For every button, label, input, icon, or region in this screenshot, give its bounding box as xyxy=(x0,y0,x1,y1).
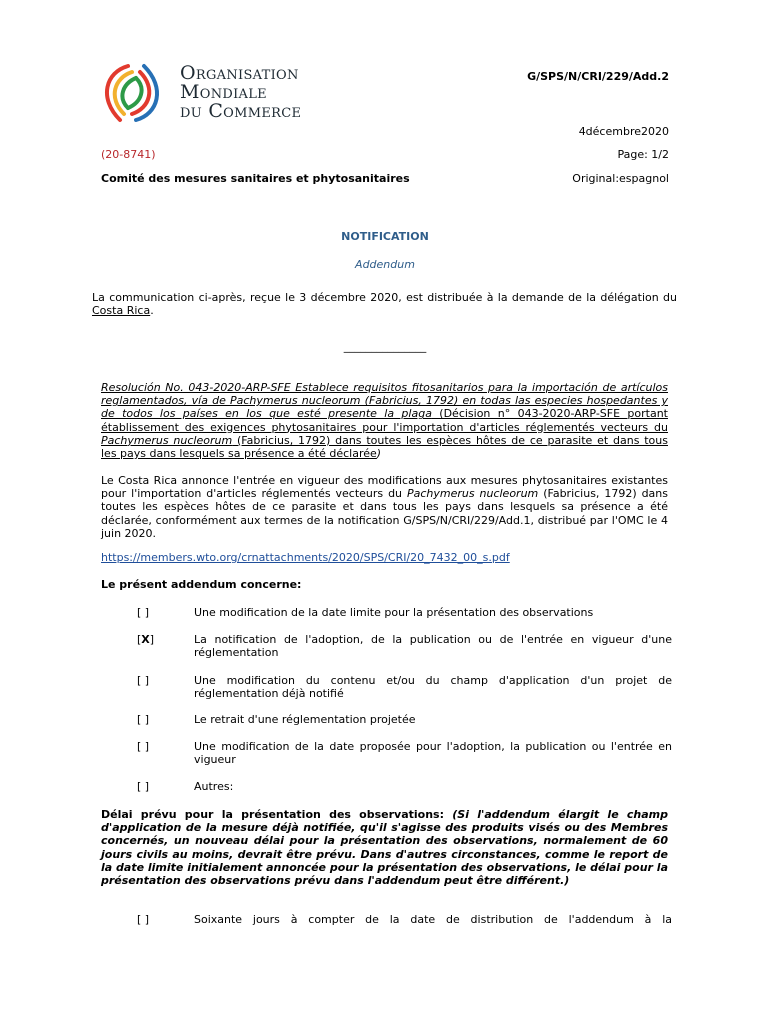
p1-text: Le Costa Rica annonce l'entrée en vigueur des modifications aux mesures phytosanitaires existantes pour l'importation d'articles réglementés vecteurs du xyxy=(101,474,668,501)
concerns-heading: Le présent addendum concerne: xyxy=(101,578,302,591)
option-row xyxy=(137,713,672,726)
option-text: Soixante jours à compter de la date de distribution de l'addendum à la xyxy=(194,913,672,926)
committee-name: Comité des mesures sanitaires et phytosanitaires xyxy=(101,172,410,185)
notification-title: NOTIFICATION xyxy=(341,230,429,243)
wto-emblem-icon xyxy=(92,58,172,128)
deadline-label: Délai prévu pour la présentation des observations: xyxy=(101,808,445,821)
entry-into-force-paragraph xyxy=(101,474,668,540)
original-language: Original:espagnol xyxy=(572,172,669,185)
option-checkbox[interactable]: [ ] xyxy=(137,913,150,926)
addendum-subtitle: Addendum xyxy=(355,258,415,271)
check-mark: X xyxy=(141,633,150,646)
option-text: La notification de l'adoption, de la publication ou de l'entrée en vigueur d'une réglementation xyxy=(194,633,672,660)
option-text: Le retrait d'une réglementation projetée xyxy=(194,713,416,726)
option-text: Une modification de la date proposée pour l'adoption, la publication ou l'entrée en vigueur xyxy=(194,740,672,767)
measure-description xyxy=(101,381,668,460)
page-number: Page: 1/2 xyxy=(617,148,669,161)
intro-paragraph xyxy=(92,291,677,317)
description-close: ) xyxy=(376,447,382,461)
separator-line: _______________ xyxy=(343,340,427,353)
org-name-line1: Organisation xyxy=(180,62,299,84)
document-date: 4décembre2020 xyxy=(578,125,669,138)
org-name-line3: du Commerce xyxy=(180,100,302,122)
option-row xyxy=(137,913,672,926)
option-checkbox[interactable]: [ ] xyxy=(137,713,150,726)
french-title-species: Pachymerus nucleorum xyxy=(101,433,233,447)
french-title-part2: (Fabricius, 1792) dans toutes les espèces hôtes de ce parasite et dans tous les pays dans lesquels sa présence a été déclarée xyxy=(101,433,668,461)
option-row xyxy=(137,740,672,766)
option-text: Autres: xyxy=(194,780,234,793)
option-checkbox-checked[interactable]: [X] xyxy=(137,633,155,646)
spanish-title: Resolución No. 043-2020-ARP-SFE Establece requisitos fitosanitarios para la importación de artículos reglamentados, vía de Pachymerus nucleorum (Fabricius, 1792) en todas las especies hospedantes y de todos los países en los que esté presente la plaga xyxy=(101,381,668,421)
p1-rest: (Fabricius, 1792) dans toutes les espèces hôtes de ce parasite et dans tous les pays dans lesquels sa présence a été déclarée, conformément aux termes de la notification G/SPS/N/CRI/229/Add.1, distribué par l'OMC le 4 juin 2020. xyxy=(101,487,669,540)
option-row xyxy=(137,606,672,619)
intro-text: La communication ci-après, reçue le 3 décembre 2020, est distribuée à la demande de la délégation du xyxy=(92,291,677,304)
document-ref: (20-8741) xyxy=(101,148,156,161)
document-symbol: G/SPS/N/CRI/229/Add.2 xyxy=(527,70,669,83)
wto-logo xyxy=(92,58,342,128)
french-title-part1: (Décision n° 043-2020-ARP-SFE portant établissement des exigences phytosanitaires pour l'importation d'articles réglementés vecteurs du xyxy=(101,407,668,434)
option-row xyxy=(137,633,672,659)
option-row xyxy=(137,780,672,793)
p1-species: Pachymerus nucleorum xyxy=(406,487,539,501)
option-checkbox[interactable]: [ ] xyxy=(137,674,150,687)
option-row xyxy=(137,674,672,700)
attachment-link[interactable]: https://members.wto.org/crnattachments/2020/SPS/CRI/20_7432_00_s.pdf xyxy=(101,551,510,564)
option-checkbox[interactable]: [ ] xyxy=(137,606,150,619)
deadline-paragraph xyxy=(101,808,668,887)
option-checkbox[interactable]: [ ] xyxy=(137,780,150,793)
intro-country: Costa Rica xyxy=(92,304,151,318)
org-name-line2: Mondiale xyxy=(180,81,267,103)
option-text: Une modification de la date limite pour la présentation des observations xyxy=(194,606,594,619)
option-text: Une modification du contenu et/ou du champ d'application d'un projet de réglementation déjà notifié xyxy=(194,674,672,701)
intro-end: . xyxy=(150,304,154,318)
option-checkbox[interactable]: [ ] xyxy=(137,740,150,753)
deadline-note: (Si l'addendum élargit le champ d'application de la mesure déjà notifiée, qu'il s'agisse des produits visés ou des Membres concernés, un nouveau délai pour la présentation des observations, normalement de 60 jours civils au moins, devrait être prévu. Dans d'autres circonstances, comme le report de la date limite initialement annoncée pour la présentation des observations, le délai pour la présentation des observations prévu dans l'addendum peut être différent.) xyxy=(101,808,668,888)
